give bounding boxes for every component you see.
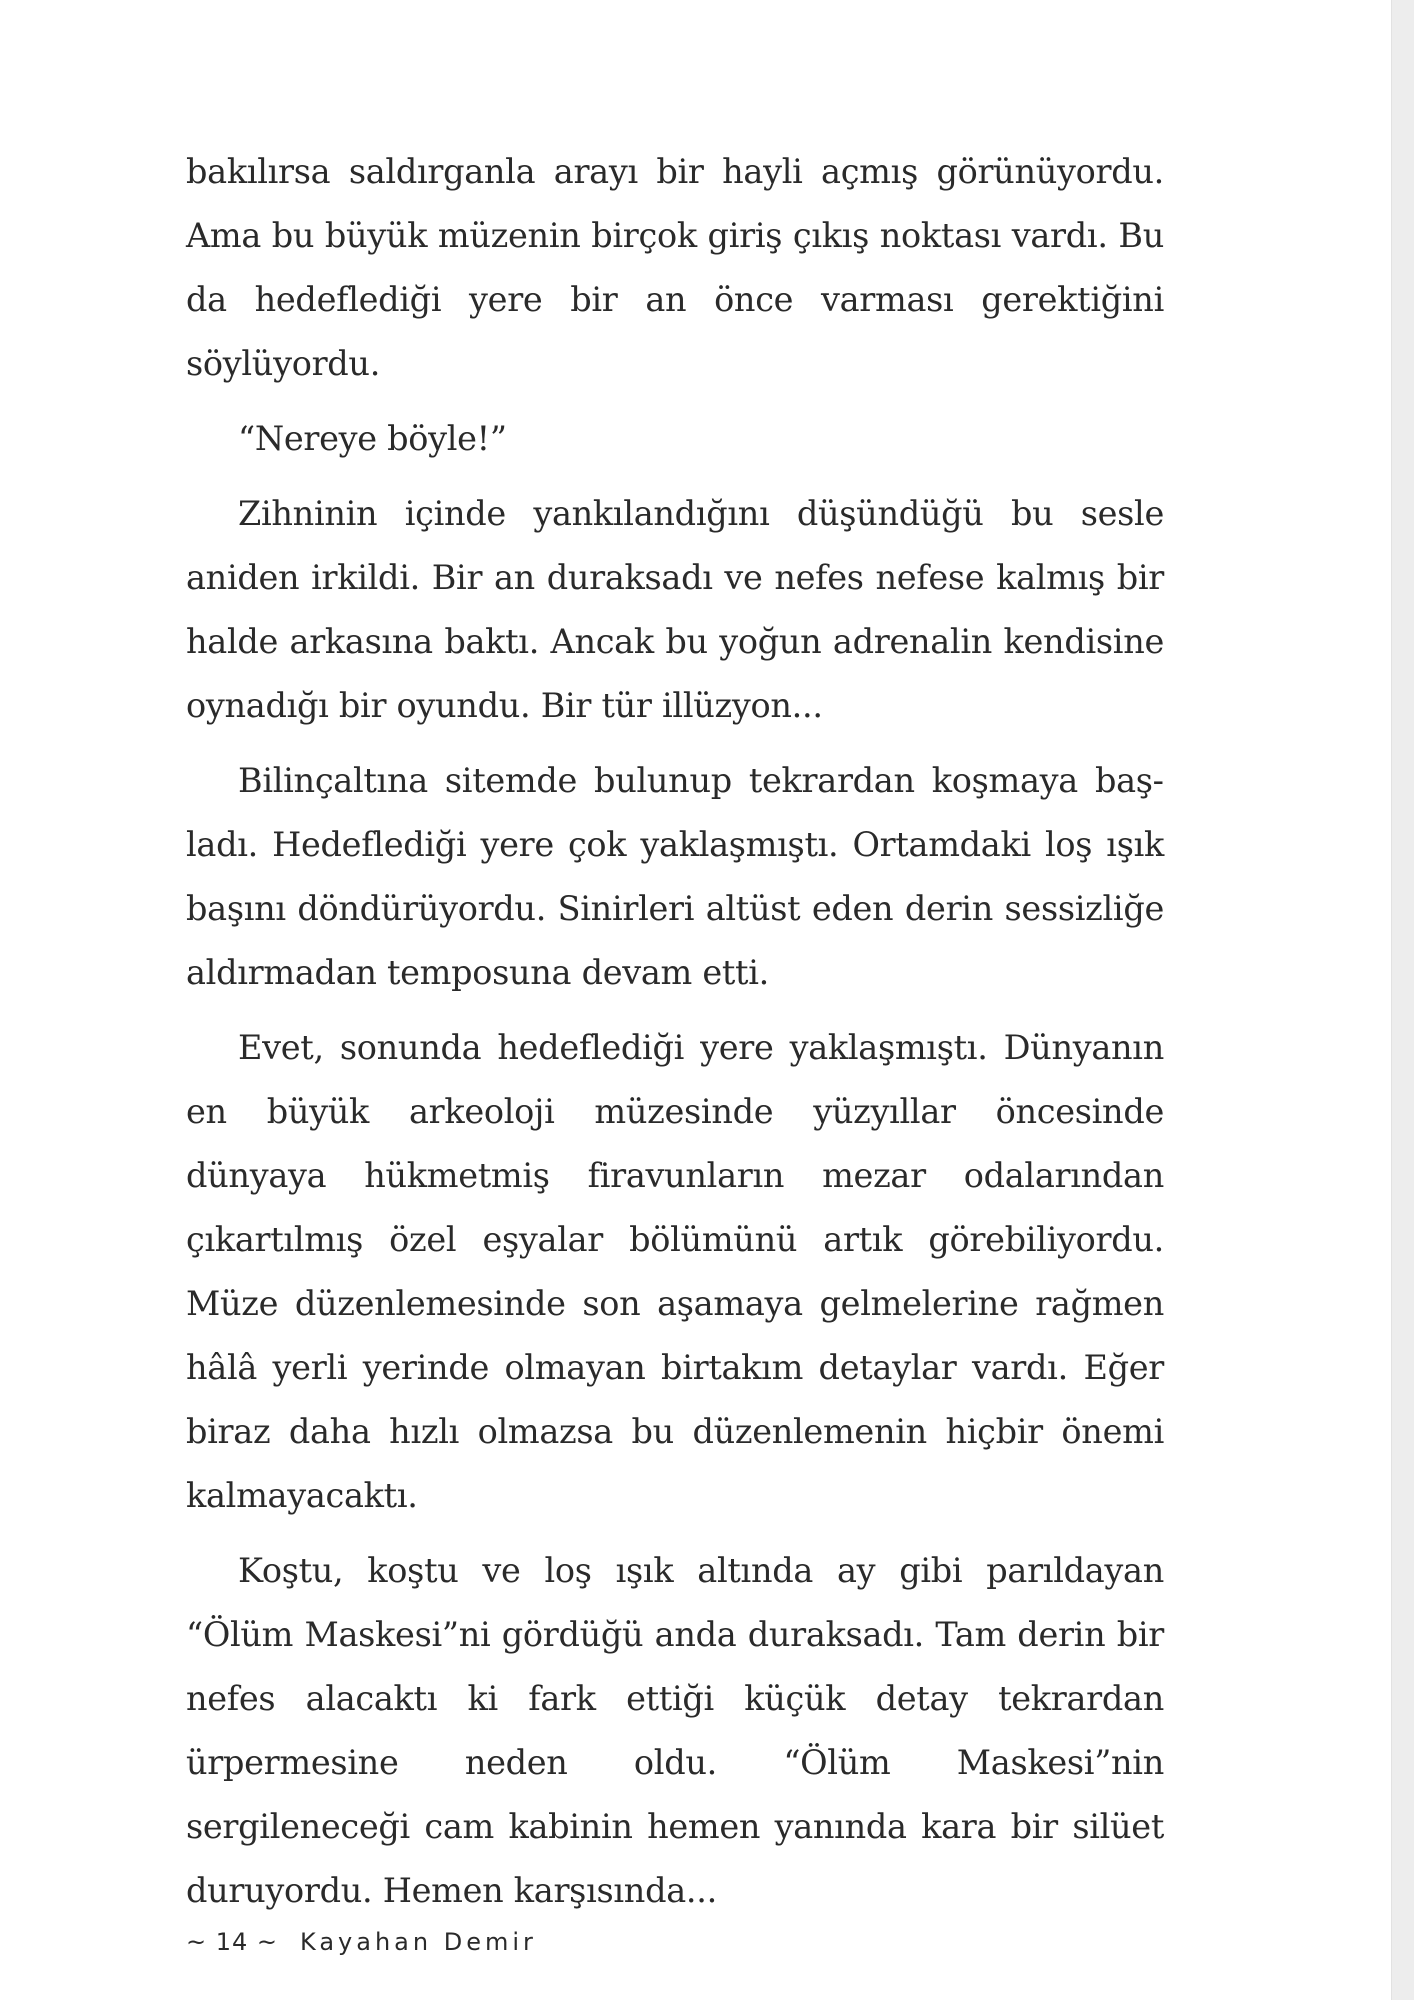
page-body bbox=[186, 140, 1164, 1934]
paragraph-5: Evet, sonunda hedeflediği yere yaklaşmıştı. Dünyanın en büyük arkeoloji müzesinde yüzyıllar öncesinde dünyaya hükmetmiş firavunların mezar odalarından çıkartılmış özel eşyalar bölümünü artık görebiliyordu. Müze düzenlemesinde son aşamaya gelmelerine rağmen hâlâ yerli yerinde olmayan birtakım detaylar vardı. Eğer biraz daha hızlı olmazsa bu düzenlemenin hiçbir önemi kalmayacaktı. bbox=[186, 1028, 1164, 1515]
paragraph-4: Bilinçaltına sitemde bulunup tekrardan koşmaya başladı. Hedeflediği yere çok yaklaşmıştı. Ortamdaki loş ışık başını döndürüyordu. Sinirleri altüst eden derin sessizliğe aldırmadan temposuna devam etti. bbox=[186, 761, 1164, 992]
paragraph-6: Koştu, koştu ve loş ışık altında ay gibi parıldayan “Ölüm Maskesi”ni gördüğü anda duraksadı. Tam derin bir nefes alacaktı ki fark ettiği küçük detay tekrardan ürpermesine neden oldu. “Ölüm Maskesi”nin sergileneceği cam kabinin hemen yanında kara bir silüet duruyordu. Hemen karşısında... bbox=[186, 1551, 1164, 1910]
page-footer bbox=[186, 1928, 537, 1956]
author-name: Kayahan Demir bbox=[300, 1928, 537, 1956]
page-number: ~ 14 ~ bbox=[186, 1928, 279, 1956]
paragraph-2: “Nereye böyle!” bbox=[238, 419, 507, 458]
page-edge-strip bbox=[1391, 0, 1414, 2000]
paragraph-1: bakılırsa saldırganla arayı bir hayli açmış görünüyordu. Ama bu büyük müzenin birçok giriş çıkış noktası vardı. Bu da hedeflediği yere bir an önce varması gerektiğini söylüyordu. bbox=[186, 152, 1164, 383]
paragraph-3: Zihninin içinde yankılandığını düşündüğü bu sesle aniden irkildi. Bir an duraksadı ve nefes nefese kalmış bir halde arkasına baktı. Ancak bu yoğun adrenalin kendisine oynadığı bir oyundu. Bir tür illüzyon... bbox=[186, 494, 1164, 725]
